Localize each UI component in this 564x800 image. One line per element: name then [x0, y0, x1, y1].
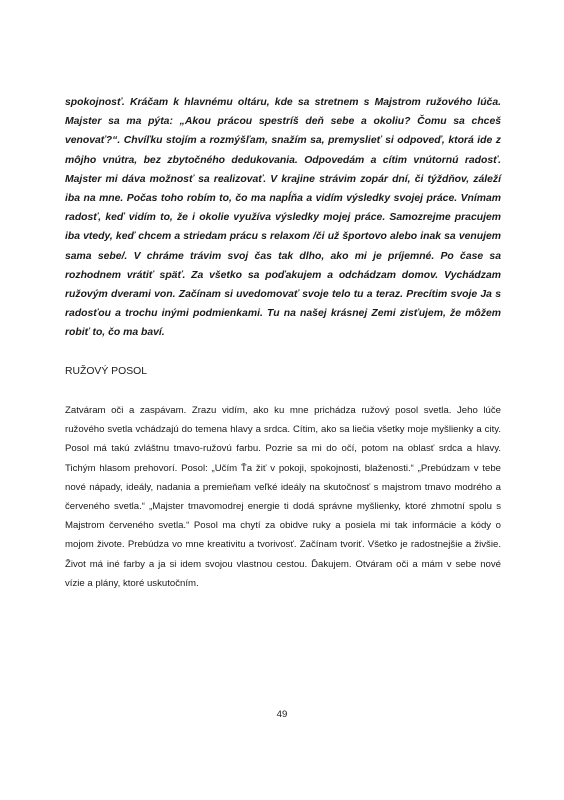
section-heading: RUŽOVÝ POSOL	[65, 366, 147, 377]
paragraph-bold-italic: spokojnosť. Kráčam k hlavnému oltáru, kde sa stretnem s Majstrom ružového lúča. Majster sa ma pýta: „Akou prácou spestríš deň sebe a okoliu? Čomu sa chceš venovať?“. Chvíľku stojím a rozmýšľam, snažím sa, premyslieť si odpoveď, ktorá ide z môjho vnútra, bez zbytočného dedukovania. Odpovedám a cítim vnútornú radosť. Majster mi dáva možnosť sa realizovať. V krajine strávim zopár dní, či týždňov, záleží iba na mne. Počas toho robím to, čo ma napĺňa a vidím výsledky svojej práce. Vnímam radosť, keď vidím to, že i okolie využíva výsledky mojej práce. Samozrejme pracujem iba vtedy, keď chcem a striedam prácu s relaxom /či už športovo alebo inak sa venujem sama sebe/. V chráme trávim svoj čas tak dlho, ako mi je príjemné. Po čase sa rozhodnem vrátiť späť. Za všetko sa poďakujem a odchádzam domov. Vychádzam ružovým dverami von. Začínam si uvedomovať svoje telo tu a teraz. Precítim svoje Ja s radosťou a trochu inými podmienkami. Tu na našej krásnej Zemi zisťujem, že môžem robiť to, čo ma baví.	[65, 97, 501, 339]
page-number: 49	[276, 709, 288, 720]
paragraph-body: Zatváram oči a zaspávam. Zrazu vidím, ako ku mne prichádza ružový posol svetla. Jeho lúče ružového svetla vchádzajú do temena hlavy a srdca. Cítim, ako sa liečia všetky moje myšlienky a city. Posol má takú zvláštnu tmavo-ružovú farbu. Pozrie sa mi do očí, potom na oblasť srdca a hlavy. Tichým hlasom prehovorí. Posol: „Učím Ťa žiť v pokoji, spokojnosti, blaženosti.“ „Prebúdzam v tebe nové nápady, ideály, nadania a premieňam veľké ideály na skutočnosť s majstrom tmavo modrého a červeného svetla.“ „Majster tmavomodrej energie ti dodá správne myšlienky, ktoré zhmotní spolu s Majstrom červeného svetla.“ Posol ma chytí za obidve ruky a posiela mi tak informácie a kódy o mojom živote. Prebúdza vo mne kreativitu a tvorivosť. Začínam tvoriť. Všetko je radostnejšie a živšie. Život má iné farby a ja si idem svojou vlastnou cestou. Ďakujem. Otváram oči a mám v sebe nové vízie a plány, ktoré uskutočním.	[65, 405, 501, 589]
